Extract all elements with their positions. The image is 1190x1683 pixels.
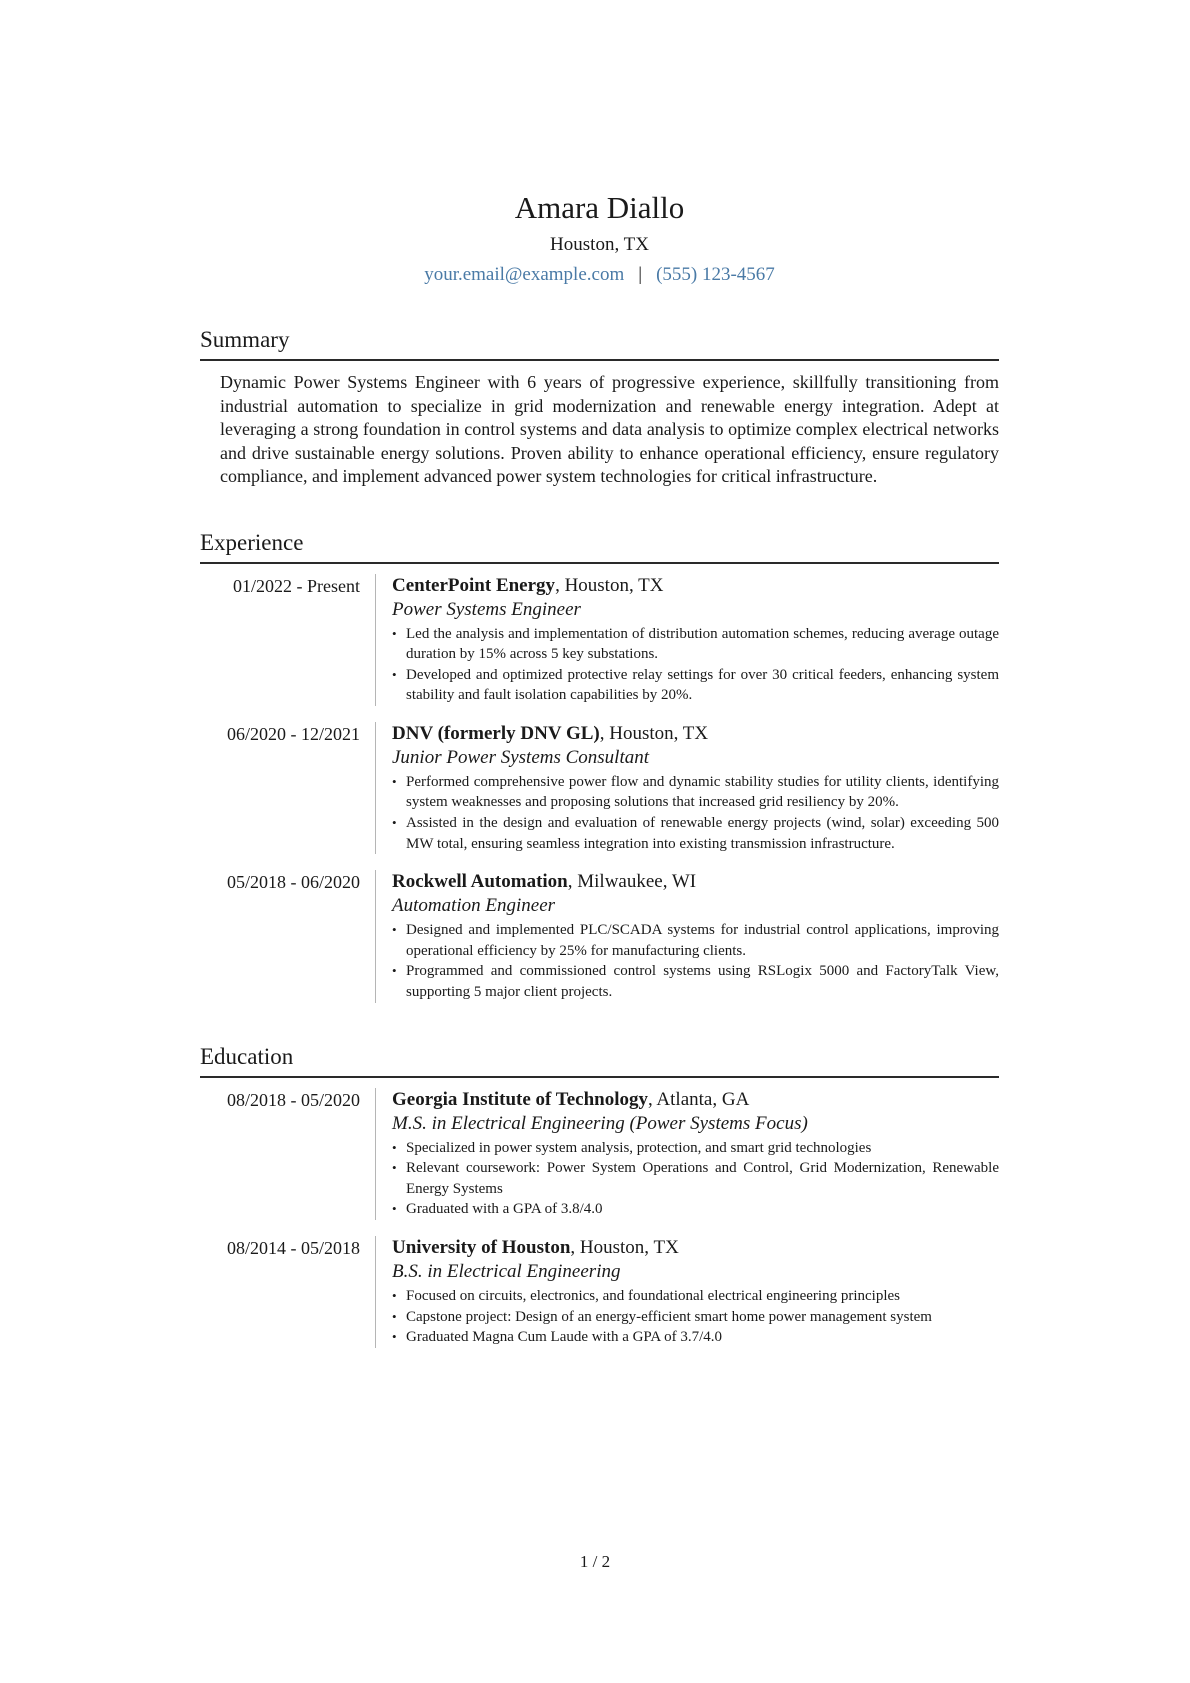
entry-bullet: • Performed comprehensive power flow and dynamic stability studies for utility clients, identifying system weaknesses and proposing solutions that increased grid resiliency by 20%. (392, 772, 999, 813)
organization-location: , Milwaukee, WI (567, 871, 697, 893)
entry-heading (392, 722, 999, 746)
organization-location: , Houston, TX (570, 1237, 679, 1258)
entry-bullet: • Designed and implemented PLC/SCADA systems for industrial control applications, improving operational efficiency by 25% for manufacturing clients. (392, 920, 999, 961)
organization-location: , Atlanta, GA (647, 1088, 750, 1110)
organization-name: DNV (formerly DNV GL) (392, 722, 600, 744)
entry-bullet: • Relevant coursework: Power System Operations and Control, Grid Modernization, Renewable Energy Systems (392, 1158, 999, 1199)
entry-role: B.S. in Electrical Engineering (392, 1261, 621, 1282)
entry-bullet: • Specialized in power system analysis, protection, and smart grid technologies (392, 1138, 999, 1159)
entry-body (375, 1236, 999, 1348)
entry-date: 01/2022 - Present (233, 575, 360, 596)
resume-page (200, 188, 999, 1348)
experience-section (200, 529, 999, 1003)
entry-body (375, 574, 999, 706)
entry-role: Automation Engineer (392, 895, 556, 917)
email-link[interactable]: your.email@example.com (424, 264, 625, 285)
entry-body (375, 870, 999, 1002)
entry-body (375, 722, 999, 854)
summary-text: Dynamic Power Systems Engineer with 6 years of progressive experience, skillfully transitioning from industrial automation to specialize in grid modernization and renewable energy integration. Adept at leveraging a strong foundation in control systems and data analysis to optimize complex electrical networks and drive sustainable energy solutions. Proven ability to enhance operational efficiency, ensure regulatory compliance, and implement advanced power system technologies for critical infrastructure. (220, 372, 999, 486)
organization-name: Rockwell Automation (392, 871, 568, 893)
entry-heading (392, 1236, 999, 1260)
organization-name: CenterPoint Energy (392, 574, 556, 596)
entry-bullet-list (392, 1286, 999, 1348)
experience-entry (200, 870, 999, 1002)
entry-bullet-list (392, 1138, 999, 1220)
experience-entry (200, 722, 999, 854)
experience-list (200, 574, 999, 1003)
entry-bullet: • Led the analysis and implementation of distribution automation schemes, reducing average outage duration by 15% across 5 key substations. (392, 624, 999, 665)
organization-name: University of Houston (392, 1237, 571, 1258)
candidate-location: Houston, TX (550, 234, 649, 255)
entry-bullet-list (392, 772, 999, 854)
education-list (200, 1088, 999, 1348)
entry-bullet-list (392, 920, 999, 1002)
summary-heading: Summary (200, 326, 999, 361)
phone-link[interactable]: (555) 123-4567 (656, 264, 775, 285)
organization-location: , Houston, TX (599, 722, 709, 744)
organization-name: Georgia Institute of Technology (392, 1088, 648, 1110)
entry-date: 05/2018 - 06/2020 (227, 872, 360, 893)
entry-role: Power Systems Engineer (392, 598, 581, 620)
entry-bullet: • Assisted in the design and evaluation of renewable energy projects (wind, solar) exceeding 500 MW total, ensuring seamless integration into existing transmission infrastructure. (392, 813, 999, 854)
entry-bullet: • Graduated with a GPA of 3.8/4.0 (392, 1199, 999, 1220)
education-section (200, 1043, 999, 1348)
entry-bullet: • Developed and optimized protective relay settings for over 30 critical feeders, enhancing system stability and fault isolation capabilities by 20%. (392, 665, 999, 706)
education-entry (200, 1088, 999, 1220)
contact-separator: | (638, 264, 643, 285)
organization-location: , Houston, TX (555, 574, 664, 596)
summary-section (200, 326, 999, 489)
candidate-name: Amara Diallo (514, 190, 685, 225)
entry-date: 08/2018 - 05/2020 (227, 1089, 360, 1110)
entry-bullet: • Capstone project: Design of an energy-efficient smart home power management system (392, 1307, 999, 1328)
entry-bullet: • Programmed and commissioned control systems using RSLogix 5000 and FactoryTalk View, supporting 5 major client projects. (392, 961, 999, 1002)
page-number: 1 / 2 (579, 1552, 611, 1571)
education-heading: Education (200, 1043, 999, 1078)
education-entry (200, 1236, 999, 1348)
entry-heading (392, 1088, 999, 1112)
entry-date: 06/2020 - 12/2021 (227, 723, 360, 744)
resume-header (200, 188, 999, 288)
entry-heading (392, 574, 999, 598)
experience-entry (200, 574, 999, 706)
entry-date: 08/2014 - 05/2018 (227, 1238, 360, 1258)
entry-body (375, 1088, 999, 1220)
contact-line (200, 262, 999, 288)
entry-role: Junior Power Systems Consultant (392, 746, 650, 768)
entry-bullet-list (392, 624, 999, 706)
experience-heading: Experience (200, 529, 999, 564)
entry-role: M.S. in Electrical Engineering (Power Systems Focus) (392, 1112, 808, 1134)
entry-bullet: • Focused on circuits, electronics, and foundational electrical engineering principles (392, 1286, 999, 1307)
entry-bullet: • Graduated Magna Cum Laude with a GPA of 3.7/4.0 (392, 1327, 999, 1348)
entry-heading (392, 870, 999, 894)
